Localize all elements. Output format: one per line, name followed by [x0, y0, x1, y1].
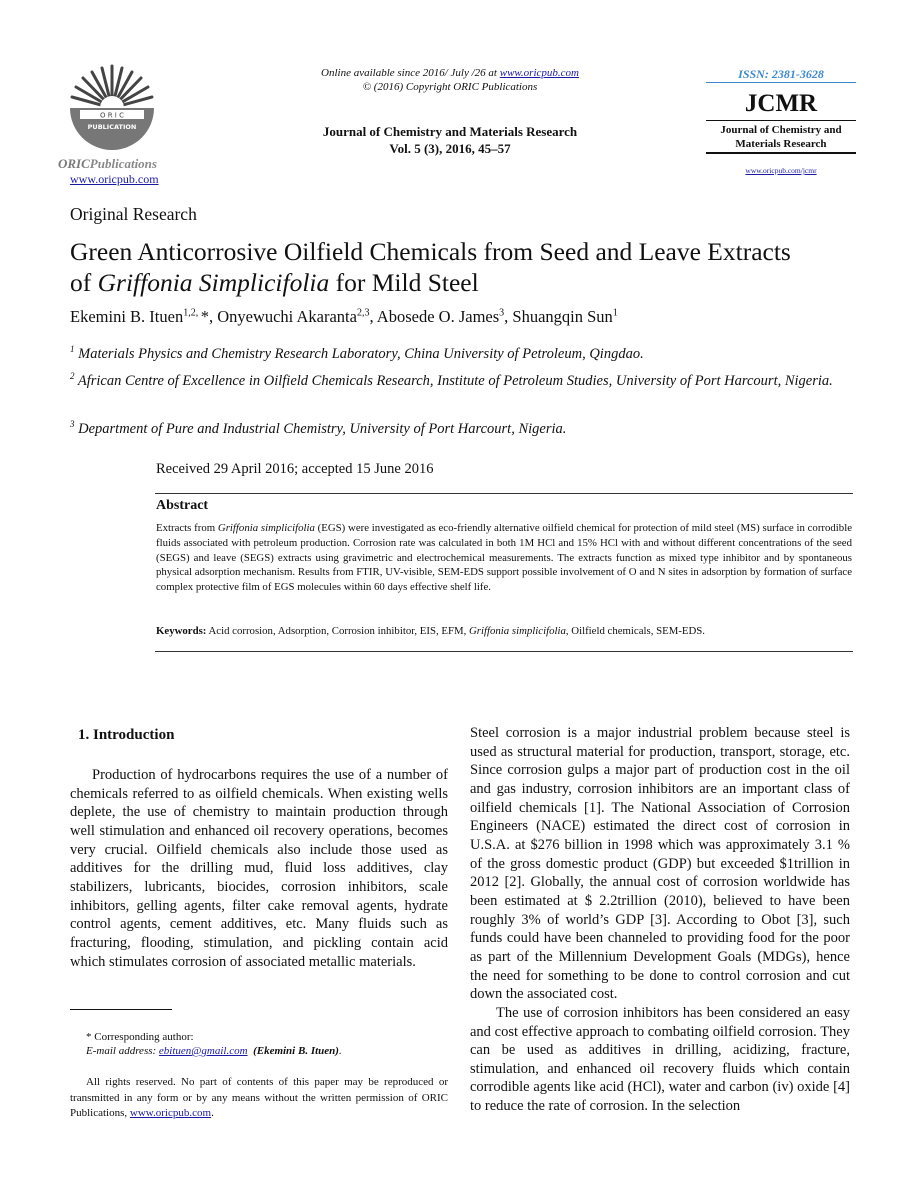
footnote-divider [70, 1009, 172, 1010]
received-dates: Received 29 April 2016; accepted 15 June 2016 [156, 461, 434, 477]
oric-publication-logo [66, 62, 158, 158]
online-url-link[interactable]: www.oricpub.com [499, 67, 579, 79]
jcmr-divider-bottom [706, 152, 856, 154]
copyright-line: © (2016) Copyright ORIC Publications [362, 81, 538, 93]
author-list: Ekemini B. Ituen$^{1,2,}$ *, Onyewuchi Akaranta$^{2,3}$, Abosede O. James$^3$, Shuangqin Sun$^1$ [70, 307, 618, 326]
journal-citation [270, 123, 630, 157]
journal-full-name: Journal of Chemistry and Materials Research [720, 124, 842, 150]
jcmr-divider [706, 120, 856, 121]
rights-url-link[interactable]: www.oricpub.com [129, 1107, 212, 1119]
abstract-divider-top [155, 493, 853, 494]
keywords: Keywords: Acid corrosion, Adsorption, Corrosion inhibitor, EIS, EFM, Griffonia simplicifolia, Oilfield chemicals, SEM-EDS. [156, 625, 706, 637]
rights-note: All rights reserved. No part of contents of this paper may be reproduced or transmitted in any form or by any means without the written permission of ORIC Publications, www.oricpub.com. [70, 1076, 448, 1119]
journal-volume: Vol. 5 (3), 2016, 45–57 [389, 141, 511, 156]
email-note: E-mail address: ebituen@gmail.com (Ekemini B. Ituen). [86, 1045, 342, 1057]
article-title: Green Anticorrosive Oilfield Chemicals from Seed and Leave Extracts of Griffonia Simplicifolia for Mild Steel [70, 237, 791, 297]
author-name: Shuangqin Sun [512, 307, 613, 326]
left-column-text [70, 766, 448, 971]
corresponding-author-note: * Corresponding author: [86, 1031, 194, 1043]
publisher-url-link[interactable]: www.oricpub.com [70, 172, 159, 186]
email-link[interactable]: ebituen@gmail.com [158, 1045, 248, 1057]
abstract-text: Extracts from Griffonia simplicifolia (EGS) were investigated as eco-friendly alternative oilfield chemical for protection of mild steel (MS) surface in corrodible fluids associated with petroleum production. Corrosion rate was calculated in both 1M HCl and 15% HCl with and without different concentrations of the seed (SEGS) and leave (SEGS) extracts using gravimetric and electrochemical measurements. The extracts function as mixed type inhibitor and by spontaneous physical adsorption mechanism. Results from FTIR, UV-visible, SEM-EDS support possible involvement of O and N sites in adsorption by formation of surface complex protective film of EGS molecules within 60 days effective shelf life. [156, 522, 852, 594]
paragraph: Steel corrosion is a major industrial problem because steel is used as structural material for production, transport, storage, etc. Since corrosion gulps a major part of production cost in the oil and gas industry, corrosion inhibitors are an important class of oilfield chemicals [1]. The National Association of Corrosion Engineers (NACE) estimated the direct cost of corrosion in U.S.A. at $276 billion in 1998 which was approximately 3.1 % of the gross domestic product (GDP) but exceeded $1trillion in 2012 [2]. Globally, the annual cost of corrosion worldwide has been estimated at $ 2.2trillion (2010), believed to have been roughly 3% of world’s GDP [3]. According to Obot [3], such funds could have been channeled to providing food for the poor as part of the Millennium Development Goals (MDGs), hence the need for something to be done to control corrosion and cut down the associated cost. [470, 725, 850, 1003]
abstract-divider-bottom [155, 651, 853, 652]
logo-text-bottom: PUBLICATION [87, 123, 137, 131]
journal-name: Journal of Chemistry and Materials Research [322, 124, 578, 139]
right-column-text [470, 724, 850, 1116]
affiliation: $^2$ African Centre of Excellence in Oilfield Chemicals Research, Institute of Petroleum Studies, University of Port Harcourt, Nigeria. [70, 371, 833, 389]
section-heading-introduction: 1. Introduction [78, 727, 175, 743]
affiliation: $^1$ Materials Physics and Chemistry Research Laboratory, China University of Petroleum, Qingdao. [70, 344, 644, 362]
author-name: Ekemini B. Ituen [70, 307, 184, 326]
publisher-brand: ORICPublications [58, 156, 157, 171]
paragraph: The use of corrosion inhibitors has been considered an easy and cost effective approach to combating oilfield corrosion. They can be used as additives in drilling, acidizing, fracture, stimulation, and enhanced oil recovery fluids which contain corrodible agents like acid (HCl), water and carbon (iv) oxide [4] to reduce the rate of corrosion. In the selection [470, 1004, 850, 1115]
issn: ISSN: 2381-3628 [738, 67, 824, 81]
journal-url-link[interactable]: www.oricpub.com/jcmr [745, 166, 817, 175]
logo-text-top: O R I C [99, 111, 125, 120]
article-type: Original Research [70, 204, 197, 224]
journal-abbreviation: JCMR [744, 90, 818, 117]
author-name: Onyewuchi Akaranta [217, 307, 357, 326]
paragraph: Production of hydrocarbons requires the use of a number of chemicals referred to as oilfield chemicals. When existing wells deplete, the use of chemistry to maintain production through well stimulation and enhanced oil recovery operations, becomes very crucial. Oilfield chemicals also include those used as additives for the drilling mud, fluid loss additives, clay stabilizers, lubricants, biocides, corrosion inhibitors, scale inhibitors, gelling agents, filter cake removal agents, hydrate control agents, cement additives, etc. Many fluids such as fracturing, flooding, stimulation, and pickling contain acid which stimulates corrosion of associated metallic materials. [70, 767, 448, 970]
issn-divider [706, 82, 856, 83]
author-name: Abosede O. James [376, 307, 500, 326]
affiliation: $^3$ Department of Pure and Industrial Chemistry, University of Port Harcourt, Nigeria. [70, 419, 567, 437]
online-availability: Online available since 2016/ July /26 at www.oricpub.com © (2016) Copyright ORIC Publications [290, 66, 610, 94]
abstract-heading: Abstract [156, 498, 209, 513]
